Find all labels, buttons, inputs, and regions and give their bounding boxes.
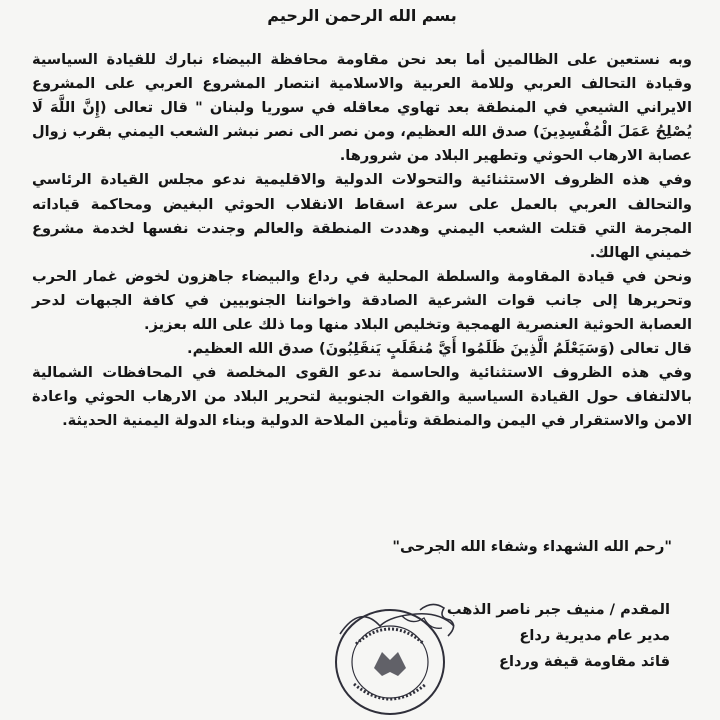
signatory-name: المقدم / منيف جبر ناصر الذهب: [446, 601, 670, 618]
paragraph-opening: وبه نستعين على الظالمين أما بعد نحن مقاومة محافظة البيضاء نبارك للقيادة السياسية وقيادة التحالف العربي وللامة العربية والاسلامية انتصار المشروع العربي على المشروع الايراني الشيعي في المنطقة بعد تهاوي معاقله في سوريا ولبنان " قال تعالى (إِنَّ اللَّهَ لَا يُصْلِحُ عَمَلَ الْمُفْسِدِينَ) صدق الله العظيم، ومن نصر الى نصر نبشر الشعب اليمني بقرب زوال عصابة الارهاب الحوثي وتطهير البلاد من شرورها.: [32, 51, 692, 165]
paragraph-quran-verse: قال تعالى (وَسَيَعْلَمُ الَّذِينَ ظَلَمُوا أَيَّ مُنقَلَبٍ يَنقَلِبُونَ) صدق الله العظيم.: [187, 340, 692, 358]
signature-block: [447, 597, 670, 675]
paragraph-call-to-north: وفي هذه الظروف الاستثنائية والحاسمة ندعو القوى المخلصة في المحافظات الشمالية بالالتفاف حول القيادة السياسية والقوات الجنوبية لتحرير البلاد من الارهاب الحوثي واعادة الامن والاستقرار في اليمن والمنطقة وتأمين الملاحة الدولية وبناء الدولة اليمنية الحديثة.: [32, 364, 692, 430]
basmala-heading: بسم الله الرحمن الرحيم: [267, 6, 457, 25]
official-seal-icon: [320, 596, 470, 718]
paragraph-call-to-leadership: وفي هذه الظروف الاستثنائية والتحولات الدولية والاقليمية ندعو مجلس القيادة الرئاسي والتحالف العربي بالعمل على سرعة اسقاط الانقلاب الحوثي البغيض ومحاكمة قياداته المجرمة التي قتلت الشعب اليمني وهددت المنطقة والعالم وجندت نفسها لخدمة مشروع خميني الهالك.: [32, 171, 692, 261]
signatory-title-commander: قائد مقاومة قيفة ورداع: [499, 653, 670, 670]
closing-prayer: "رحم الله الشهداء وشفاء الله الجرحى": [392, 538, 672, 555]
letter-body: [32, 48, 692, 434]
paragraph-readiness: ونحن في قيادة المقاومة والسلطة المحلية في رداع والبيضاء جاهزون لخوض غمار الحرب وتحريرها إلى جانب قوات الشرعية الصادقة واخواننا الجنوبيين في كافة الجبهات لدحر العصابة الحوثية العنصرية الهمجية وتخليص البلاد منها وما ذلك على الله بعزيز.: [32, 267, 692, 334]
signatory-title-director: مدير عام مديرية رداع: [519, 627, 670, 644]
